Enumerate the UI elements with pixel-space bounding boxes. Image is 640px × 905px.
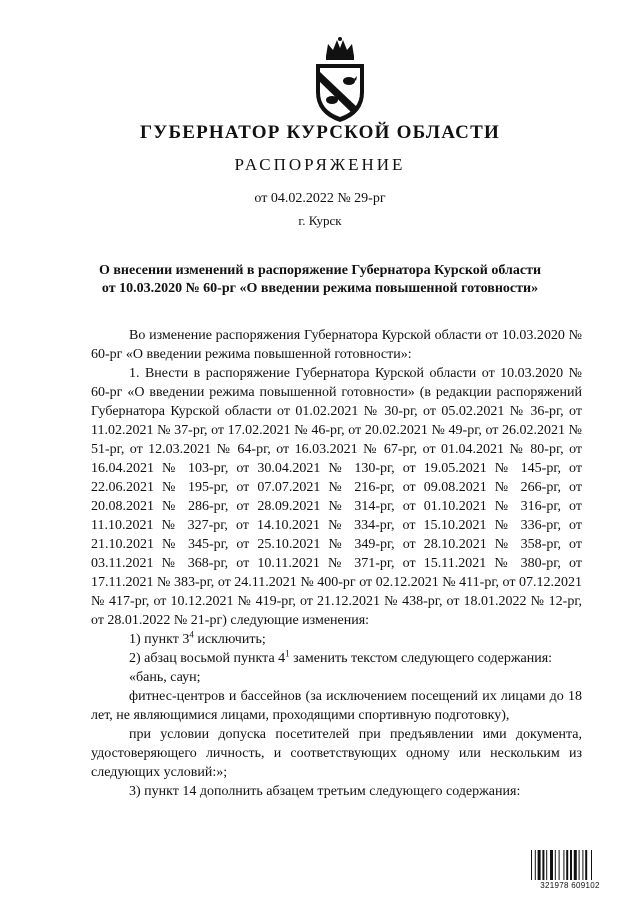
subitem-2-tail: заменить текстом следующего содержания: [289, 651, 553, 666]
subject-line-2: от 10.03.2020 № 60-рг «О введении режима повышенной готовности» [101, 281, 539, 296]
subitem-2-paragraph [91, 649, 582, 668]
barcode-bar [566, 850, 568, 880]
document-number-date: от 04.02.2022 № 29-рг [254, 191, 386, 206]
barcode-bar [546, 850, 547, 880]
subitem-1-text: 1) пункт 3 [129, 632, 190, 647]
barcode-bar [538, 850, 541, 880]
barcode-bar [570, 850, 572, 880]
barcode [530, 850, 610, 892]
barcode-bar [582, 850, 583, 880]
barcode-bar [531, 850, 532, 880]
document-type: РАСПОРЯЖЕНИЕ [234, 155, 406, 174]
quote-paragraph-2: фитнес-центров и бассейнов (за исключением посещений их лицами до 18 лет, не являющимися лицами, проходящими спортивную подготовку), [91, 689, 582, 723]
document-subject [60, 262, 580, 298]
document-city: г. Курск [298, 213, 342, 228]
kursk-coat-of-arms-emblem [302, 34, 378, 124]
document-body [91, 326, 582, 801]
coat-of-arms-icon [302, 34, 378, 124]
subitem-1-tail: исключить; [193, 632, 266, 647]
barcode-bar [574, 850, 577, 880]
barcode-bar [585, 850, 587, 880]
subitem-3-paragraph: 3) пункт 14 дополнить абзацем третьим следующего содержания: [129, 784, 521, 799]
subitem-2-text: 2) абзац восьмой пункта 4 [129, 651, 286, 666]
subitem-1-superscript: 4 [189, 629, 194, 640]
barcode-bar [555, 850, 556, 880]
barcode-bar [542, 850, 544, 880]
subitem-2-superscript: 1 [285, 648, 290, 659]
item-1-paragraph: 1. Внести в распоряжение Губернатора Курской области от 10.03.2020 № 60-рг «О введении режима повышенной готовности» (в редакции распоряжений Губернатора Курской области от 01.02.2021 № 30-рг, от 05.02.2021 № 36-рг, от 11.02.2021 № 37-рг, от 17.02.2021 № 46-рг, от 20.02.2021 № 49-рг, от 26.02.2021 № 51-рг, от 12.03.2021 № 64-рг, от 16.03.2021 № 67-рг, от 01.04.2021 № 80-рг, от 16.04.2021 № 103-рг, от 30.04.2021 № 130-рг, от 19.05.2021 № 145-рг, от 22.06.2021 № 195-рг, от 07.07.2021 № 216-рг, от 09.08.2021 № 266-рг, от 20.08.2021 № 286-рг, от 28.09.2021 № 314-рг, от 01.10.2021 № 316-рг, от 11.10.2021 № 327-рг, от 14.10.2021 № 334-рг, от 15.10.2021 № 336-рг, от 21.10.2021 № 345-рг, от 25.10.2021 № 349-рг, от 28.10.2021 № 358-рг, от 03.11.2021 № 368-рг, от 10.11.2021 № 371-рг, от 15.11.2021 № 380-рг, от 17.11.2021 № 383-рг, от 24.11.2021 № 400-рг от 02.12.2021 № 411-рг, от 07.12.2021 № 417-рг, от 10.12.2021 № 419-рг, от 21.12.2021 № 438-рг, от 18.01.2022 № 12-рг, от 28.01.2022 № 21-рг) следующие изменения: [91, 366, 582, 628]
intro-paragraph: Во изменение распоряжения Губернатора Курской области от 10.03.2020 № 60-рг «О введении режима повышенной готовности»: [91, 328, 582, 362]
quote-paragraph-1: «бань, саун; [129, 670, 201, 685]
subject-line-1: О внесении изменений в распоряжение Губернатора Курской области [98, 263, 542, 278]
barcode-bar [559, 850, 560, 880]
barcode-bars-icon [530, 850, 610, 880]
organization-title: ГУБЕРНАТОР КУРСКОЙ ОБЛАСТИ [140, 122, 500, 143]
barcode-bar [550, 850, 553, 880]
barcode-bar [535, 850, 536, 880]
quote-paragraph-3: при условии допуска посетителей при предъявлении ими документа, удостоверяющего личность, и соответствующих одному или нескольким из следующих условий:»; [91, 727, 582, 780]
barcode-bar [591, 850, 592, 880]
barcode-number: 321978 609102 [540, 881, 600, 890]
barcode-bar [579, 850, 580, 880]
barcode-bar [563, 850, 564, 880]
subitem-1-paragraph [91, 630, 582, 649]
